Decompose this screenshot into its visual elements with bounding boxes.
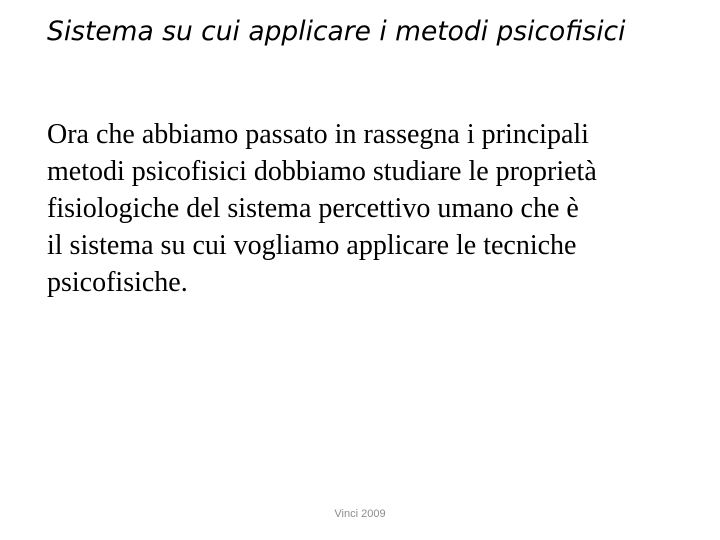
- slide-footer: Vinci 2009: [334, 508, 386, 520]
- body-line: psicofisiche.: [47, 267, 188, 298]
- body-line: fisiologiche del sistema percettivo umano che è: [47, 193, 579, 224]
- body-line: il sistema su cui vogliamo applicare le tecniche: [47, 230, 577, 261]
- slide-body-text: [47, 116, 697, 301]
- body-line: metodi psicofisici dobbiamo studiare le proprietà: [47, 156, 597, 187]
- body-line: Ora che abbiamo passato in rassegna i principali: [47, 119, 589, 150]
- slide-title: Sistema su cui applicare i metodi psicofisici: [47, 16, 626, 47]
